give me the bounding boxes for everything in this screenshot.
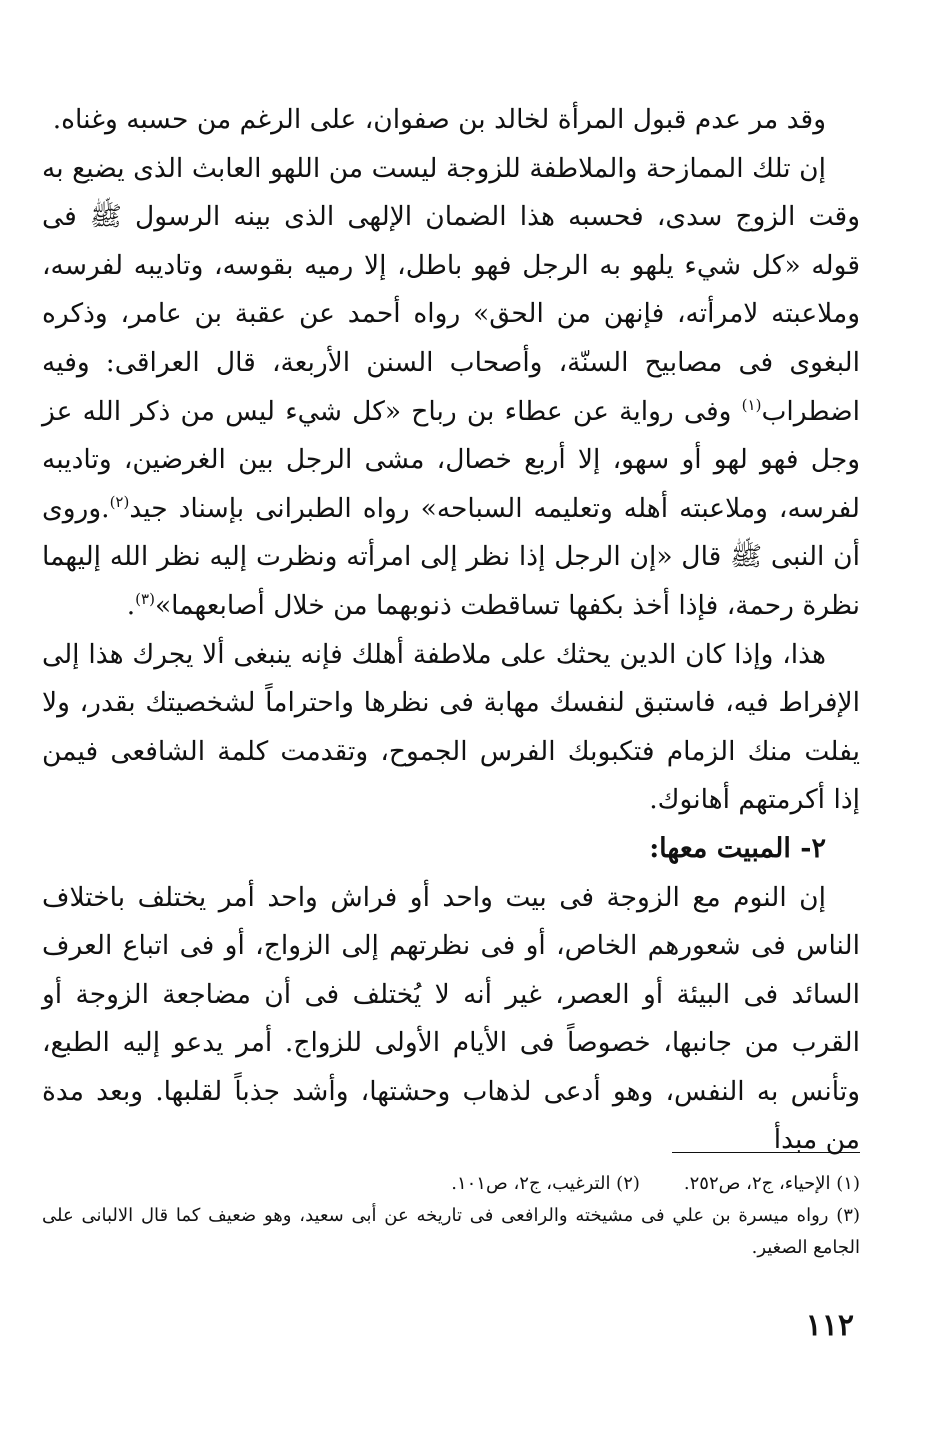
main-text bbox=[42, 96, 860, 1165]
section-heading: ٢- المبيت معها: bbox=[649, 832, 826, 864]
footnotes bbox=[42, 1168, 860, 1264]
paragraph-2-part-b: وفى رواية عن عطاء بن رباح «كل شيء ليس من ذكر الله عز وجل فهو لهو أو سهو، إلا أربع خصال، مشى الرجل بين الغرضين، وتاديبه لفرسه، وملاعبته أهله وتعليمه السباحه» رواه الطبرانى بإسناد جيد bbox=[42, 395, 860, 524]
footnote-divider bbox=[672, 1152, 860, 1153]
paragraph-2-part-d: . bbox=[126, 589, 136, 621]
paragraph-1: وقد مر عدم قبول المرأة لخالد بن صفوان، على الرغم من حسبه وغناه. bbox=[52, 104, 826, 135]
footnote-ref-2: (٢) bbox=[109, 492, 130, 511]
footnote-ref-1: (١) bbox=[741, 395, 762, 414]
footnote-1: (١) الإحياء، ج٢، ص٢٥٢. bbox=[683, 1173, 860, 1194]
paragraph-4: إن النوم مع الزوجة فى بيت واحد أو فراش واحد أمر يختلف باختلاف الناس فى شعورهم الخاص، أو فى نظرتهم إلى الزواج، أو فى اتباع العرف السائد فى البيئة أو العصر، غير أنه لا يُختلف فى أن مضاجعة الزوجة أو القرب من جانبها، خصوصاً فى الأيام الأولى للزواج. أمر يدعو إليه الطبع، وتأنس به النفس، وهو أدعى لذهاب وحشتها، وأشد جذباً لقلبها. وبعد مدة من مبدأ bbox=[42, 881, 860, 1156]
paragraph-3: هذا، وإذا كان الدين يحثك على ملاطفة أهلك فإنه ينبغى ألا يجرك هذا إلى الإفراط فيه، فاستبق لنفسك مهابة فى نظرها واحتراماً لشخصيتك بقدر، ولا يفلت منك الزمام فتكبوبك الفرس الجموح، وتقدمت كلمة الشافعى فيمن إذا أكرمتهم أهانوك. bbox=[42, 638, 860, 816]
paragraph-2-part-c: .وروى أن النبى ﷺ قال «إن الرجل إذا نظر إلى امرأته ونظرت إليه نظر الله إليهما نظرة رحمة، فإذا أخذ بكفها تساقطت ذنوبهما من خلال أصابعهما» bbox=[42, 492, 860, 621]
footnote-3: (٣) رواه ميسرة بن علي فى مشيخته والرافعى فى تاريخه عن أبى سعيد، وهو ضعيف كما قال الالبانى على الجامع الصغير. bbox=[42, 1205, 860, 1258]
footnote-2: (٢) الترغيب، ج٢، ص١٠١. bbox=[451, 1173, 640, 1194]
footnote-ref-3: (٣) bbox=[135, 589, 155, 608]
paragraph-2 bbox=[42, 145, 860, 631]
footnote-line-1 bbox=[42, 1168, 860, 1200]
page-number: ١١٢ bbox=[805, 1308, 854, 1343]
paragraph-2-part-a: إن تلك الممازحة والملاطفة للزوجة ليست من اللهو العابث الذى يضيع به وقت الزوج سدى، فحسبه هذا الضمان الإلهى الذى بينه الرسول ﷺ فى قوله «كل شيء يلهو به الرجل فهو باطل، إلا رميه بقوسه، وتاديبه لفرسه، وملاعبته لامرأته، فإنهن من الحق» رواه أحمد عن عقبة بن عامر، وذكره البغوى فى مصابيح السنّة، وأصحاب السنن الأربعة، قال العراقى: وفيه اضطراب bbox=[42, 152, 860, 427]
